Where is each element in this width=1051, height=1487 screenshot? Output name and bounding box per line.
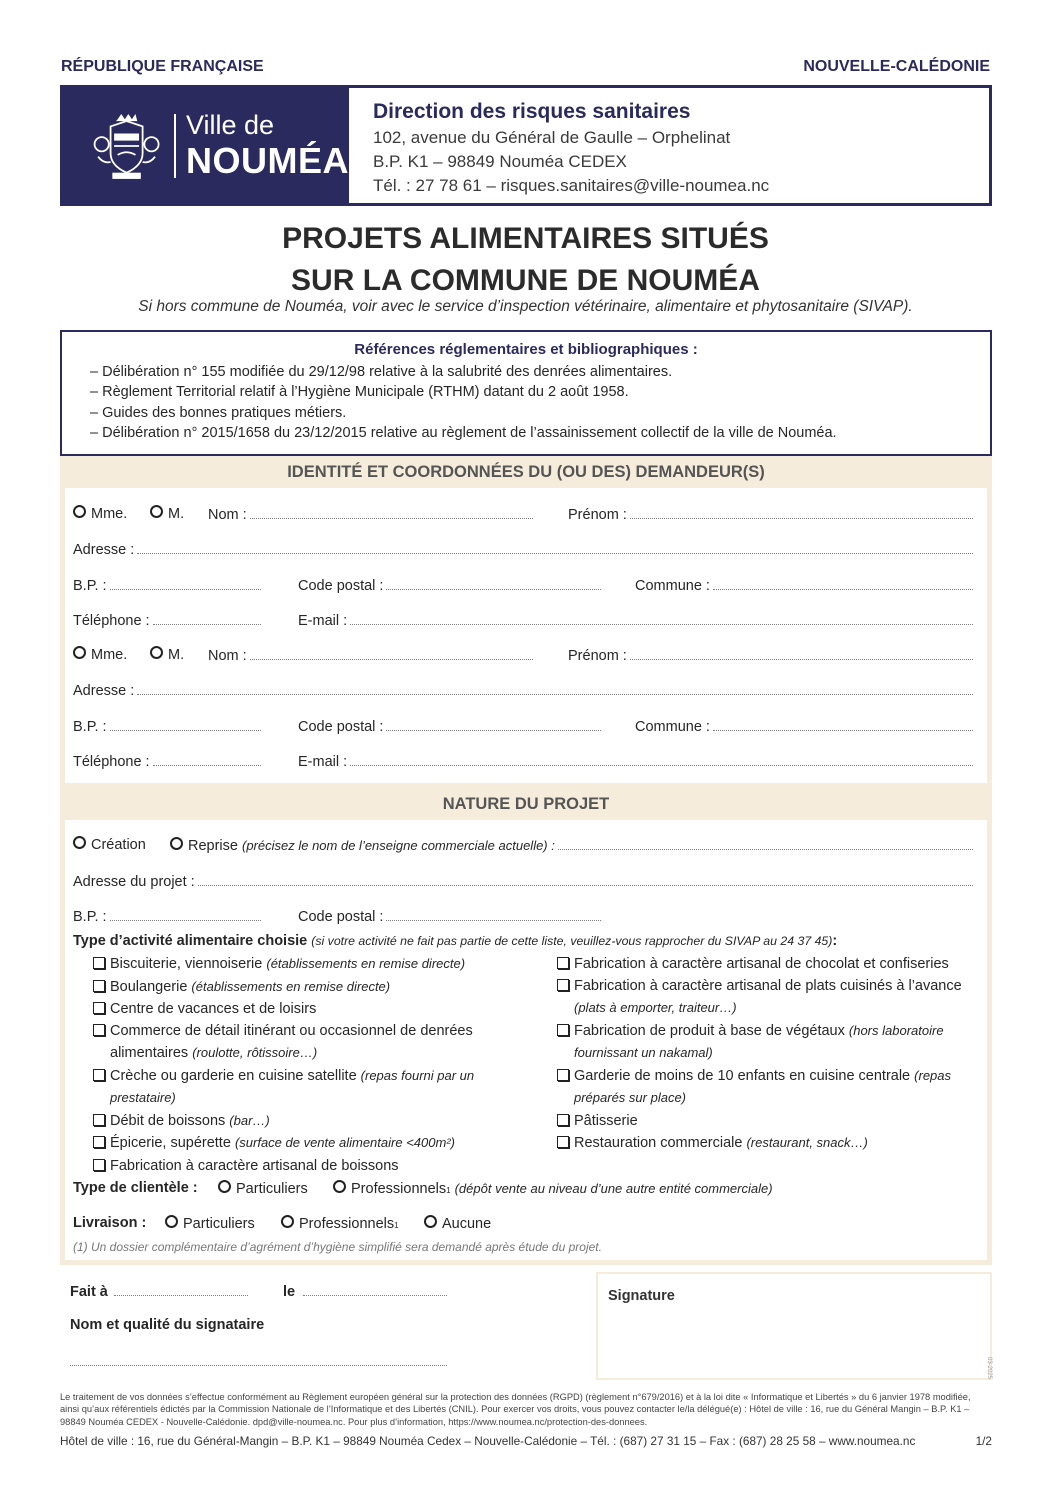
reference-item: – Règlement Territorial relatif à l’Hygiène Municipale (RTHM) datant du 2 août 1958. <box>90 384 629 401</box>
checkbox-icon <box>557 957 569 969</box>
legal-notice: Le traitement de vos données s’effectue conformément au Règlement européen général sur la protection des données (RGPD) (règlement n°679/2016) et à la loi dite « Informatique et Libertés » du 6 janvier 1978 modifiée, ainsi qu’aux référentiels édictés par la Commission Nationale de l’Informatique et des Libertés (CNIL). Pour exercer vos droits, vous pouvez contacter le/la délégué(e) : Hôtel de ville : 16, rue du Général Mangin – B.P. K1 – 98849 Nouméa CEDEX - Nouvelle-Calédonie. dpd@ville-noumea.nc. Pour plus d’information, https://www.noumea.nc/protection-des-donnees. <box>60 1392 971 1427</box>
radio-icon <box>150 646 163 659</box>
date-field[interactable]: le <box>283 1282 447 1300</box>
activity-checkbox[interactable]: Fabrication à caractère artisanal de boissons <box>93 1155 513 1178</box>
applicant-1-name-row <box>73 505 973 527</box>
livraison-label: Livraison : <box>73 1215 147 1231</box>
prenom-field-1[interactable]: Prénom : <box>568 505 973 523</box>
nom-field-1[interactable]: Nom : <box>208 505 533 523</box>
references-box <box>60 330 992 456</box>
checkbox-icon <box>93 1002 105 1014</box>
adresse-projet-field[interactable]: Adresse du projet : <box>73 872 973 890</box>
applicant-1-address-row <box>73 540 973 562</box>
logo-ville: Ville de <box>186 110 275 140</box>
identity-section-title: IDENTITÉ ET COORDONNÉES DU (OU DES) DEMANDEUR(S) <box>60 456 992 488</box>
department-address: 102, avenue du Général de Gaulle – Orphelinat <box>373 128 731 147</box>
checkbox-icon <box>557 979 569 991</box>
footer-address: Hôtel de ville : 16, rue du Général-Mangin – B.P. K1 – 98849 Nouméa Cedex – Nouvelle-Calédonie – Tél. : (687) 27 31 15 – Fax : (687) 28 25 58 – www.noumea.nc <box>60 1434 916 1448</box>
footnote: (1) Un dossier complémentaire d’agrément d’hygiène simplifié sera demandé après étude du projet. <box>73 1240 602 1254</box>
bp-field-1[interactable]: B.P. : <box>73 576 261 594</box>
prenom-field-2[interactable]: Prénom : <box>568 646 973 664</box>
creation-row <box>73 836 973 858</box>
code-postal-field-2[interactable]: Code postal : <box>298 717 601 735</box>
checkbox-icon <box>557 1024 569 1036</box>
department-contact: Tél. : 27 78 61 – risques.sanitaires@ville-noumea.nc <box>373 176 770 195</box>
activity-checkbox[interactable]: Fabrication de produit à base de végétaux (hors laboratoire fournissant un nakamal) <box>557 1020 982 1065</box>
activity-checkbox[interactable]: Boulangerie (établissements en remise directe) <box>93 976 513 999</box>
radio-icon <box>150 505 163 518</box>
header-left: RÉPUBLIQUE FRANÇAISE <box>61 58 264 75</box>
bp-field-2[interactable]: B.P. : <box>73 717 261 735</box>
city-crest-icon <box>91 107 162 185</box>
activity-checkbox[interactable]: Pâtisserie <box>557 1110 982 1133</box>
radio-icon <box>73 505 86 518</box>
fait-a-field[interactable]: Fait à <box>70 1282 248 1300</box>
checkbox-icon <box>557 1114 569 1126</box>
page-subtitle: Si hors commune de Nouméa, voir avec le service d’inspection vétérinaire, alimentaire et phytosanitaire (SIVAP). <box>138 298 913 315</box>
checkbox-icon <box>93 1024 105 1036</box>
activity-checkbox[interactable]: Centre de vacances et de loisirs <box>93 998 513 1021</box>
page-number: 1/2 <box>975 1434 992 1448</box>
radio-icon <box>73 836 86 849</box>
checkbox-icon <box>93 980 105 992</box>
project-postal-row <box>73 907 973 929</box>
activities-right <box>557 953 982 1155</box>
radio-icon <box>170 837 183 850</box>
applicant-2-contact-row <box>73 752 973 774</box>
clientele-professionnels-radio[interactable]: Professionnels 1 (dépôt vente au niveau d’une autre entité commerciale) <box>333 1180 773 1197</box>
activity-checkbox[interactable]: Biscuiterie, viennoiserie (établissements en remise directe) <box>93 953 513 976</box>
radio-icon <box>333 1180 346 1193</box>
commune-field-1[interactable]: Commune : <box>635 576 973 594</box>
title-line-1: PROJETS ALIMENTAIRES SITUÉS <box>282 222 769 255</box>
activities-left <box>93 953 513 1177</box>
department-panel <box>349 88 769 203</box>
m-radio-2[interactable]: M. <box>150 646 184 663</box>
nom-qualite-field[interactable] <box>70 1352 447 1366</box>
page-title <box>0 218 1051 302</box>
header-right: NOUVELLE-CALÉDONIE <box>803 58 990 75</box>
nom-qualite-label: Nom et qualité du signataire <box>70 1317 265 1333</box>
applicant-2-name-row <box>73 646 973 668</box>
reference-item: – Délibération n° 155 modifiée du 29/12/98 relative à la salubrité des denrées alimentaires. <box>90 364 673 380</box>
clientele-row <box>73 1180 973 1202</box>
logo-separator <box>174 114 176 178</box>
top-line <box>61 58 990 80</box>
livraison-row <box>73 1215 973 1237</box>
activity-checkbox[interactable]: Commerce de détail itinérant ou occasionnel de denrées alimentaires (roulotte, rôtissoire…) <box>93 1021 513 1065</box>
clientele-particuliers-radio[interactable]: Particuliers <box>218 1180 308 1197</box>
reference-item: – Délibération n° 2015/1658 du 23/12/2015 relative au règlement de l’assainissement collectif de la ville de Nouméa. <box>90 424 837 441</box>
telephone-field-1[interactable]: Téléphone : <box>73 611 261 629</box>
activity-checkbox[interactable]: Restauration commerciale (restaurant, snack…) <box>557 1132 982 1155</box>
activity-checkbox[interactable]: Garderie de moins de 10 enfants en cuisine centrale (repas préparés sur place) <box>557 1065 982 1110</box>
checkbox-icon <box>93 1159 105 1171</box>
identity-section-body <box>60 488 992 788</box>
signature-label: Signature <box>608 1288 675 1304</box>
applicant-2-postal-row <box>73 717 973 739</box>
activity-checkbox[interactable]: Crèche ou garderie en cuisine satellite (repas fourni par un prestataire) <box>93 1065 513 1110</box>
reference-item: – Guides des bonnes pratiques métiers. <box>90 404 347 421</box>
references-title: Références réglementaires et bibliographiques : <box>354 341 698 358</box>
checkbox-icon <box>93 1114 105 1126</box>
project-section-title: NATURE DU PROJET <box>60 788 992 820</box>
radio-icon <box>424 1215 437 1228</box>
activity-checkbox[interactable]: Fabrication à caractère artisanal de chocolat et confiseries <box>557 953 982 976</box>
activity-checkbox[interactable]: Fabrication à caractère artisanal de plats cuisinés à l’avance (plats à emporter, traiteur…) <box>557 976 982 1020</box>
radio-icon <box>73 646 86 659</box>
creation-radio[interactable]: Création <box>73 836 146 853</box>
logo-text <box>186 112 349 179</box>
telephone-field-2[interactable]: Téléphone : <box>73 752 261 770</box>
activity-heading: Type d’activité alimentaire choisie (si votre activité ne fait pas partie de cette liste, veuillez-vous rapprocher du SIVAP au 24 37 45) : <box>73 933 838 949</box>
livraison-aucune-radio[interactable]: Aucune <box>424 1215 491 1232</box>
checkbox-icon <box>93 1136 105 1148</box>
mme-radio-1[interactable]: Mme. <box>73 505 127 522</box>
applicant-1-postal-row <box>73 576 973 598</box>
nom-field-2[interactable]: Nom : <box>208 646 533 664</box>
code-postal-field-1[interactable]: Code postal : <box>298 576 601 594</box>
activity-checkbox[interactable]: Débit de boissons (bar…) <box>93 1110 513 1133</box>
title-line-2: SUR LA COMMUNE DE NOUMÉA <box>291 264 760 297</box>
footer <box>60 1434 992 1448</box>
radio-icon <box>165 1215 178 1228</box>
department-postal: B.P. K1 – 98849 Nouméa CEDEX <box>373 152 627 171</box>
applicant-1-contact-row <box>73 611 973 633</box>
checkbox-icon <box>557 1069 569 1081</box>
m-radio-1[interactable]: M. <box>150 505 184 522</box>
signature-box[interactable] <box>596 1272 992 1380</box>
logo-noumea: NOUMÉA <box>186 140 349 181</box>
form-code: 03-2025 <box>986 1357 992 1380</box>
checkbox-icon <box>93 1069 105 1081</box>
clientele-label: Type de clientèle : <box>73 1180 198 1196</box>
department-title: Direction des risques sanitaires <box>373 100 691 123</box>
radio-icon <box>218 1180 231 1193</box>
adresse-field-2[interactable]: Adresse : <box>73 681 973 699</box>
livraison-particuliers-radio[interactable]: Particuliers <box>165 1215 255 1232</box>
logo-panel <box>63 88 349 203</box>
project-code-postal-field[interactable]: Code postal : <box>298 907 601 925</box>
commune-field-2[interactable]: Commune : <box>635 717 973 735</box>
project-bp-field[interactable]: B.P. : <box>73 907 261 925</box>
checkbox-icon <box>93 957 105 969</box>
livraison-professionnels-radio[interactable]: Professionnels 1 <box>281 1215 399 1232</box>
mme-radio-2[interactable]: Mme. <box>73 646 127 663</box>
adresse-field-1[interactable]: Adresse : <box>73 540 973 558</box>
header-box <box>60 85 992 206</box>
applicant-2-address-row <box>73 681 973 703</box>
activity-checkbox[interactable]: Épicerie, supérette (surface de vente alimentaire <400m²) <box>93 1132 513 1155</box>
email-field-2[interactable]: E-mail : <box>298 752 973 770</box>
email-field-1[interactable]: E-mail : <box>298 611 973 629</box>
radio-icon <box>281 1215 294 1228</box>
checkbox-icon <box>557 1136 569 1148</box>
reprise-field[interactable]: Reprise (précisez le nom de l’enseigne commerciale actuelle) : <box>170 836 973 854</box>
project-address-row <box>73 872 973 894</box>
